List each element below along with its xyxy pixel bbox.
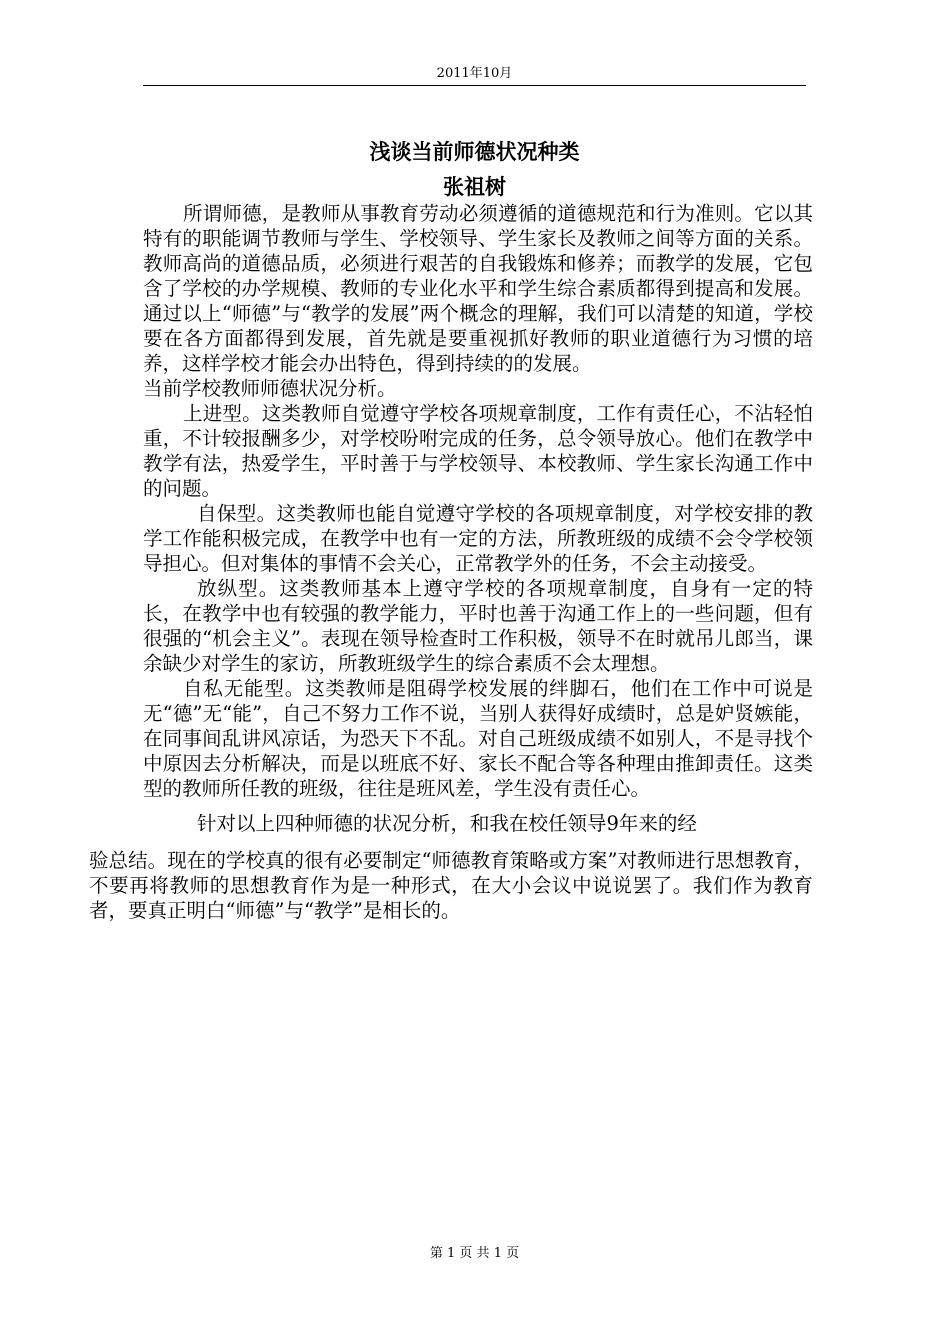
header-divider: [143, 85, 806, 86]
article-title: 浅谈当前师德状况种类: [369, 140, 580, 164]
paragraph-intro: 所谓师德，是教师从事教育劳动必须遵循的道德规范和行为准则。它以其特有的职能调节教师与学生、学校领导、学生家长及教师之间等方面的关系。教师高尚的道德品质，必须进行艰苦的自我锻炼和修养；而教学的发展，它包含了学校的办学规模、教师的专业化水平和学生综合素质都得到提高和发展。通过以上“师德”与“教学的发展”两个概念的理解，我们可以清楚的知道，学校要在各方面都得到发展，首先就是要重视抓好教师的职业道德行为习惯的培养，这样学校才能会办出特色，得到持续的的发展。: [143, 202, 813, 375]
article-body: [89, 201, 813, 923]
paragraph-type-indulgent: 放纵型。这类教师基本上遵守学校的各项规章制度，自身有一定的特长，在教学中也有较强的教学能力，平时也善于沟通工作上的一些问题，但有很强的“机会主义”。表现在领导检查时工作积极，领导不在时就吊儿郎当，课余缺少对学生的家访，所教班级学生的综合素质不会太理想。: [143, 577, 813, 675]
conclusion-first-line: 针对以上四种师德的状况分析，和我在校任领导9年来的经: [197, 812, 697, 835]
article-author: 张祖树: [443, 175, 506, 199]
paragraph-type-self-protective: 自保型。这类教师也能自觉遵守学校的各项规章制度，对学校安排的教学工作能积极完成，在教学中也有一定的方法，所教班级的成绩不会令学校领导担心。但对集体的事情不会关心，正常教学外的任务，不会主动接受。: [143, 502, 813, 575]
paragraph-type-selfish: 自私无能型。这类教师是阻碍学校发展的绊脚石，他们在工作中可说是无“德”无“能”，自己不努力工作不说，当别人获得好成绩时，总是妒贤嫉能，在同事间乱讲风凉话，为恐天下不乱。对自己班级成绩不如别人，不是寻找个中原因去分析解决，而是以班底不好、家长不配合等各种理由推卸责任。这类型的教师所任教的班级，往往是班风差，学生没有责任心。: [143, 677, 813, 800]
conclusion-rest: 验总结。现在的学校真的很有必要制定“师德教育策略或方案”对教师进行思想教育，不要再将教师的思想教育作为是一种形式，在大小会议中说说罢了。我们作为教育者，要真正明白“师德”与“教学”是相长的。: [89, 849, 813, 922]
paragraph-conclusion: [89, 811, 813, 923]
paragraph-section-heading: 当前学校教师师德状况分析。: [143, 377, 397, 400]
page-footer-number: 第 1 页 共 1 页: [429, 1246, 520, 1261]
page-header-date: 2011年10月: [436, 66, 513, 81]
paragraph-type-progressive: 上进型。这类教师自觉遵守学校各项规章制度，工作有责任心，不沾轻怕重，不计较报酬多少，对学校吩咐完成的任务，总令领导放心。他们在教学中教学有法，热爱学生，平时善于与学校领导、本校教师、学生家长沟通工作中的问题。: [143, 402, 813, 500]
